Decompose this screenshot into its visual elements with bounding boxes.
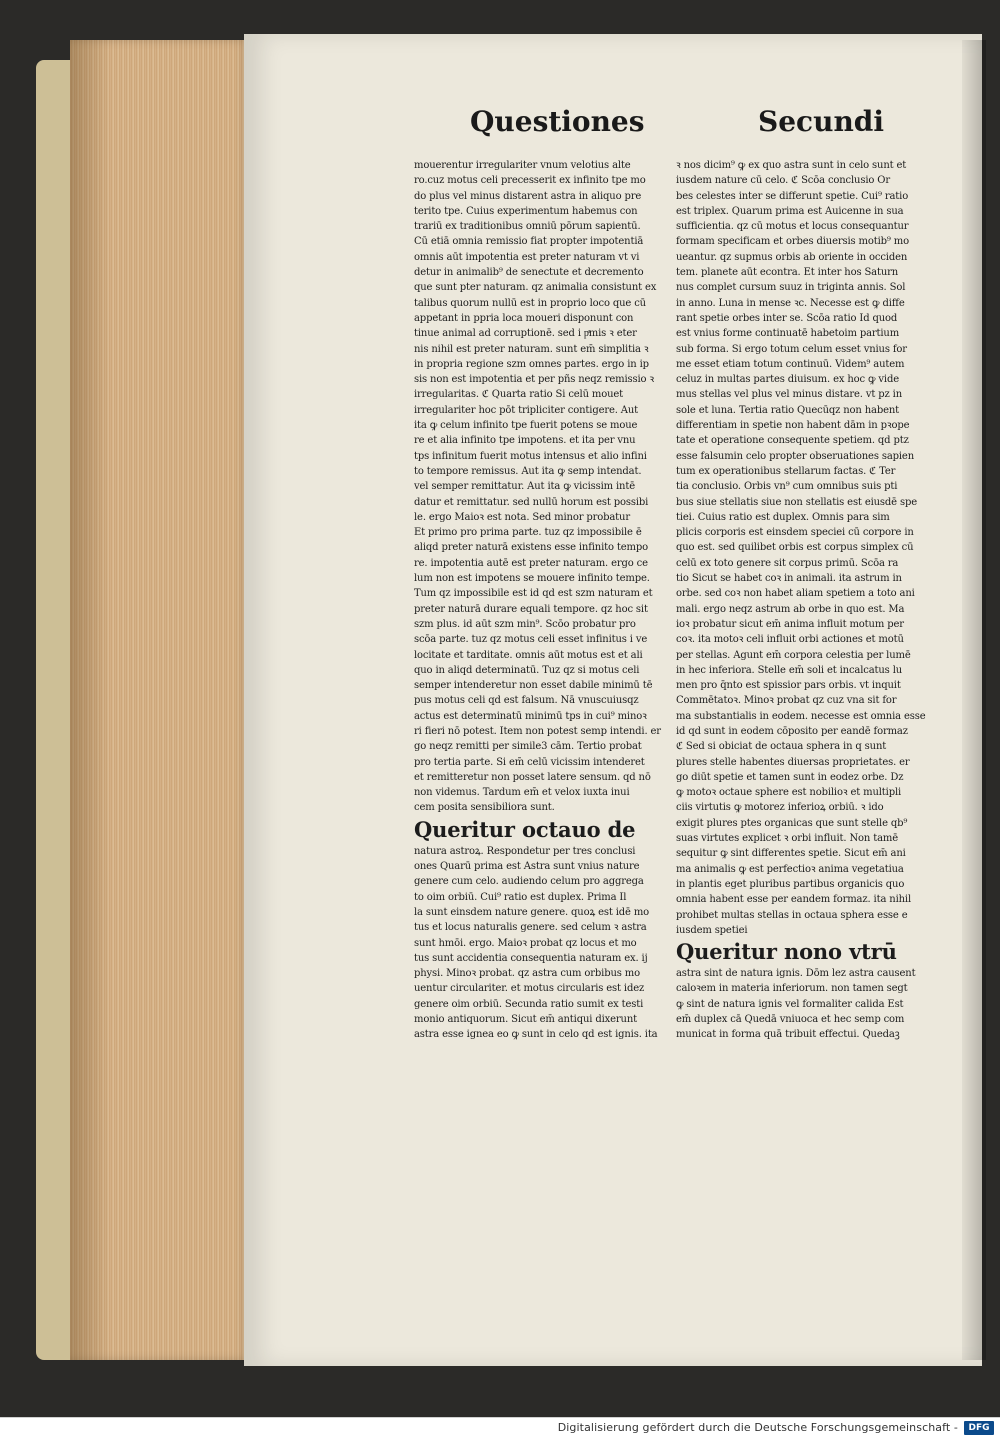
right-column-line: ꝙ sint de natura ignis vel formaliter calida Est [676,998,904,1010]
left-column-line: preter naturā durare equali tempore. qz hoc sit [414,603,648,615]
left-column-line: szm plus. id aūt szm min⁹. Scōo probatur pro [414,618,636,630]
right-column-line: ueantur. qz supmus orbis ab oriente in occiden [676,251,908,263]
left-column-line: nis nihil est preter naturam. sunt em̄ simplitia ꝛ [414,343,649,355]
right-column-line: prohibet multas stellas in octaua sphera esse e [676,909,908,921]
left-column-line: tus et locus naturalis genere. sed celum ꝛ astra [414,922,647,934]
right-column-line: plures stelle habentes diuersas proprietates. er [676,756,910,768]
left-column-line: ones Quarū prima est Astra sunt vnius nature [414,861,640,873]
left-column-line: scōa parte. tuz qz motus celi esset infinitus i ve [414,634,648,646]
left-column-line: re. impotentia autē est preter naturam. ergo ce [414,557,648,569]
left-column-line: ro.cuz motus celi precesserit ex infinito tpe mo [414,175,646,187]
right-column-line: iusdem spetiei [676,924,748,936]
left-column-question-heading: Queritur octauo de [414,816,636,842]
left-column-line: sis non est impotentia et per pñs neqz remissio ꝛ [414,374,654,386]
left-column-line: pus motus celi qd est falsum. Nā vnuscuiusqz [414,695,639,707]
left-column-line: genere cum celo. audiendo celum pro aggrega [414,876,644,888]
left-column-line: irregularitas. ℭ Quarta ratio Si celū mouet [414,389,624,401]
left-column-line: talibus quorum nullū est in proprio loco que cū [414,297,646,309]
right-column-line: tia conclusio. Orbis vn⁹ cum omnibus suis pti [676,481,898,493]
left-column-line: locitate et tarditate. omnis aūt motus est et ali [414,649,643,661]
right-column-line: orbe. sed coꝛ non habet aliam spetiem a toto ani [676,588,915,600]
left-column-line: to tempore remissus. Aut ita ꝙ semp intendat. [414,465,642,477]
footer-credit: Digitalisierung gefördert durch die Deutsche Forschungsgemeinschaft - [557,1421,958,1434]
right-column-line: sufficientia. qz cū motus et locus consequantur [676,221,909,233]
right-column-line: ma animalis ꝙ est perfectioꝛ anima vegetatiua [676,863,904,875]
left-column-line: terito tpe. Cuius experimentum habemus con [414,205,638,217]
right-column-line: quo est. sed quilibet orbis est corpus simplex cū [676,542,914,554]
left-column-line: Et primo pro prima parte. tuz qz impossibile ē [414,527,642,539]
page-edges-shadow [70,40,110,1360]
left-column-line: la sunt einsdem nature genere. quoꝝ est idē mo [414,906,650,918]
right-column-line: in plantis eget pluribus partibus organicis quo [676,878,905,890]
right-column-line: Commētatoꝛ. Minoꝛ probat qz cuz vna sit for [676,695,897,707]
right-column-line: nus complet cursum suuz in triginta annis. Sol [676,282,906,294]
left-column-line: mouerentur irregulariter vnum velotius alte [414,160,631,171]
right-column-line: formam specificam et orbes diuersis motib⁹ mo [676,236,909,248]
right-column-line: municat in forma quā tribuit effectui. Quedaꝫ [676,1029,900,1041]
left-column-line: non videmus. Tardum em̄ et velox iuxta inui [414,787,630,799]
left-column-line: to oim orbiū. Cui⁹ ratio est duplex. Prima Il [414,891,627,903]
right-column-line: sub forma. Si ergo totum celum esset vnius for [676,343,907,355]
left-column-line: aliqd preter naturā existens esse infinito tempo [414,542,649,554]
right-column-line: in hec inferiora. Stelle em̄ soli et incalcatus lu [676,664,903,676]
left-column-line: actus est determinatū minimū tps in cui⁹ minoꝛ [414,710,647,722]
left-column-line: re et alia infinito tpe impotens. et ita per vnu [414,435,636,447]
right-column-line: ciis virtutis ꝙ motorez inferioꝝ orbiū. ꝛ ido [676,802,884,814]
left-column-line: tus sunt accidentia consequentia naturam ex. ij [414,952,648,964]
right-column-line: men pro q̄nto est spissior pars orbis. vt inquit [676,680,901,692]
left-column-line: tinue animal ad corruptionē. sed i pͣmis ꝛ eter [414,328,637,340]
left-column-line: irregulariter hoc pōt tripliciter contigere. Aut [414,404,639,416]
right-column-line: ma substantialis in eodem. necesse est omnia esse [676,710,926,722]
left-column-line: datur et remittatur. sed nullū horum est possibi [414,496,649,508]
right-column-line: em̄ duplex cā Quedā vniuoca et hec semp com [676,1014,905,1026]
right-column-line: ioꝛ probatur sicut em̄ anima influit motum per [676,618,904,630]
left-column-line: vel semper remittatur. Aut ita ꝙ vicissim intē [414,481,635,493]
text-column-right [676,158,938,1043]
left-column-line: le. ergo Maioꝛ est nota. Sed minor probatur [414,511,630,523]
right-column-line: sequitur ꝙ sint differentes spetie. Sicut em̄ ani [676,848,906,860]
right-column-line: ꝙ motoꝛ octaue sphere est nobilioꝛ et multipli [676,787,902,799]
right-column-line: go diūt spetie et tamen sunt in eodez orbe. Dz [676,771,904,783]
right-column-line: bes celestes inter se differunt spetie. Cui⁹ ratio [676,190,909,202]
right-column-line: mali. ergo neqz astrum ab orbe in quo est. Ma [676,603,905,615]
right-column-line: iusdem nature cū celo. ℭ Scōa conclusio Or [676,175,890,187]
left-column-line: pro tertia parte. Si em̄ celū vicissim intenderet [414,756,645,768]
left-column-line: do plus vel minus distarent astra in aliquo pre [414,190,642,202]
running-head-left: Questiones [470,105,645,138]
page-gutter-shadow [962,40,986,1360]
left-column-line: in propria regione szm omnes partes. ergo in ip [414,358,649,370]
right-column-line: celū ex toto genere sit corpus primū. Scōa ra [676,557,899,569]
right-column-line: tum ex operationibus stellarum factas. ℭ Ter [676,465,896,477]
left-column-line: lum non est impotens se mouere infinito tempe. [414,573,650,585]
left-column-line: Tum qz impossibile est id qd est szm naturam et [414,588,653,600]
dfg-logo: DFG [964,1421,994,1435]
left-column-line: physi. Minoꝛ probat. qz astra cum orbibus mo [414,968,640,980]
right-column-line: id qd sunt in eodem cōposito per eandē formaz [676,725,908,737]
left-column-line: genere oim orbiū. Secunda ratio sumit ex testi [414,998,644,1010]
right-column-line: bus siue stellatis siue non stellatis est eiusdē spe [676,496,917,508]
left-column-line: cem posita sensibiliora sunt. [414,802,555,814]
right-column-line: est vnius forme continuatē habetoim partium [676,328,900,340]
right-column-line: tem. planete aūt econtra. Et inter hos Saturn [676,267,899,279]
right-column-line: tiei. Cuius ratio est duplex. Omnis para sim [676,511,890,523]
right-column-line: esse falsumin celo propter obseruationes sapien [676,450,914,462]
right-column-line: tio Sicut se habet coꝛ in animali. ita astrum in [676,573,902,585]
right-column-line: tate et operatione consequente spetiem. qd ptz [676,435,909,447]
right-column-line: ℭ Sed si obiciat de octaua sphera in q sunt [676,741,887,753]
right-column-line: rant spetie orbes inter se. Scōa ratio Id quod [676,312,898,324]
right-column-line: me esset etiam totum continuū. Videm⁹ autem [676,358,905,370]
right-column-line: sole et luna. Tertia ratio Quecūqz non habent [676,404,900,416]
left-column-line: sunt hmōi. ergo. Maioꝛ probat qz locus et mo [414,937,637,949]
right-column-line: suas virtutes explicet ꝛ orbi influit. Non tamē [676,833,899,845]
footer-bar [0,1417,1000,1439]
right-column-line: differentiam in spetie non habent dām in pꝛope [676,420,910,432]
left-column-line: appetant in ppria loca moueri disponunt con [414,312,634,324]
right-column-question-heading: Queritur nono vtrū [676,939,897,965]
left-column-line: ri fieri nō potest. Item non potest semp intendi. er [414,725,661,737]
right-column-line: exigit plures ptes organicas que sunt stelle qb⁹ [676,817,908,829]
left-column-line: natura astroꝝ. Respondetur per tres conclusi [414,845,636,857]
left-column-line: trariū ex traditionibus omniū pōrum sapientū. [414,221,641,233]
left-column-line: detur in animalib⁹ de senectute et decremento [414,267,644,279]
left-column-line: Cū etiā omnia remissio fiat propter impotentiā [414,236,644,248]
right-column-line: celuz in multas partes diuisum. ex hoc ꝙ vide [676,374,899,386]
left-column-line: que sunt pter naturam. qz animalia consistunt ex [414,282,657,294]
left-column-line: monio antiquorum. Sicut em̄ antiqui dixerunt [414,1014,637,1026]
right-column-line: plicis corporis est einsdem speciei cū corpore in [676,527,914,539]
left-column-line: quo in aliqd determinatū. Tuz qz si motus celi [414,664,640,676]
left-column-line: ita ꝙ celum infinito tpe fuerit potens se moue [414,420,638,432]
right-column-line: per stellas. Agunt em̄ corpora celestia per lumē [676,649,911,661]
right-column-line: coꝛ. ita motoꝛ celi influit orbi actiones et motū [676,634,904,646]
text-column-left [414,158,676,1043]
left-column-line: go neqz remitti per simile3 cām. Tertio probat [414,741,642,753]
left-column-line: astra esse ignea eo ꝙ sunt in celo qd est ignis. ita [414,1029,658,1041]
right-column-line: est triplex. Quarum prima est Auicenne in sua [676,205,904,217]
left-column-line: uentur circulariter. et motus circularis est idez [414,983,645,995]
left-column-line: tps infinitum fuerit motus intensus et alio infini [414,450,647,462]
right-column-line: caloꝛem in materia inferiorum. non tamen segt [676,983,908,995]
right-column-line: in anno. Luna in mense ꝛc. Necesse est ꝙ diffe [676,297,905,309]
running-head-right: Secundi [758,105,885,138]
right-column-line: astra sint de natura ignis. Dōm lez astra causent [676,968,916,980]
right-column-line: mus stellas vel plus vel minus distare. vt pz in [676,389,902,401]
right-column-line: omnia habent esse per eandem formaz. ita nihil [676,894,912,906]
left-column-line: omnis aūt impotentia est preter naturam vt vi [414,251,640,263]
left-column-line: semper intenderetur non esset dabile minimū tē [414,680,653,692]
left-column-line: et remitteretur non posset latere sensum. qd nō [414,771,651,783]
right-column-line: ꝛ nos dicim⁹ ꝙ ex quo astra sunt in celo sunt et [676,160,907,171]
